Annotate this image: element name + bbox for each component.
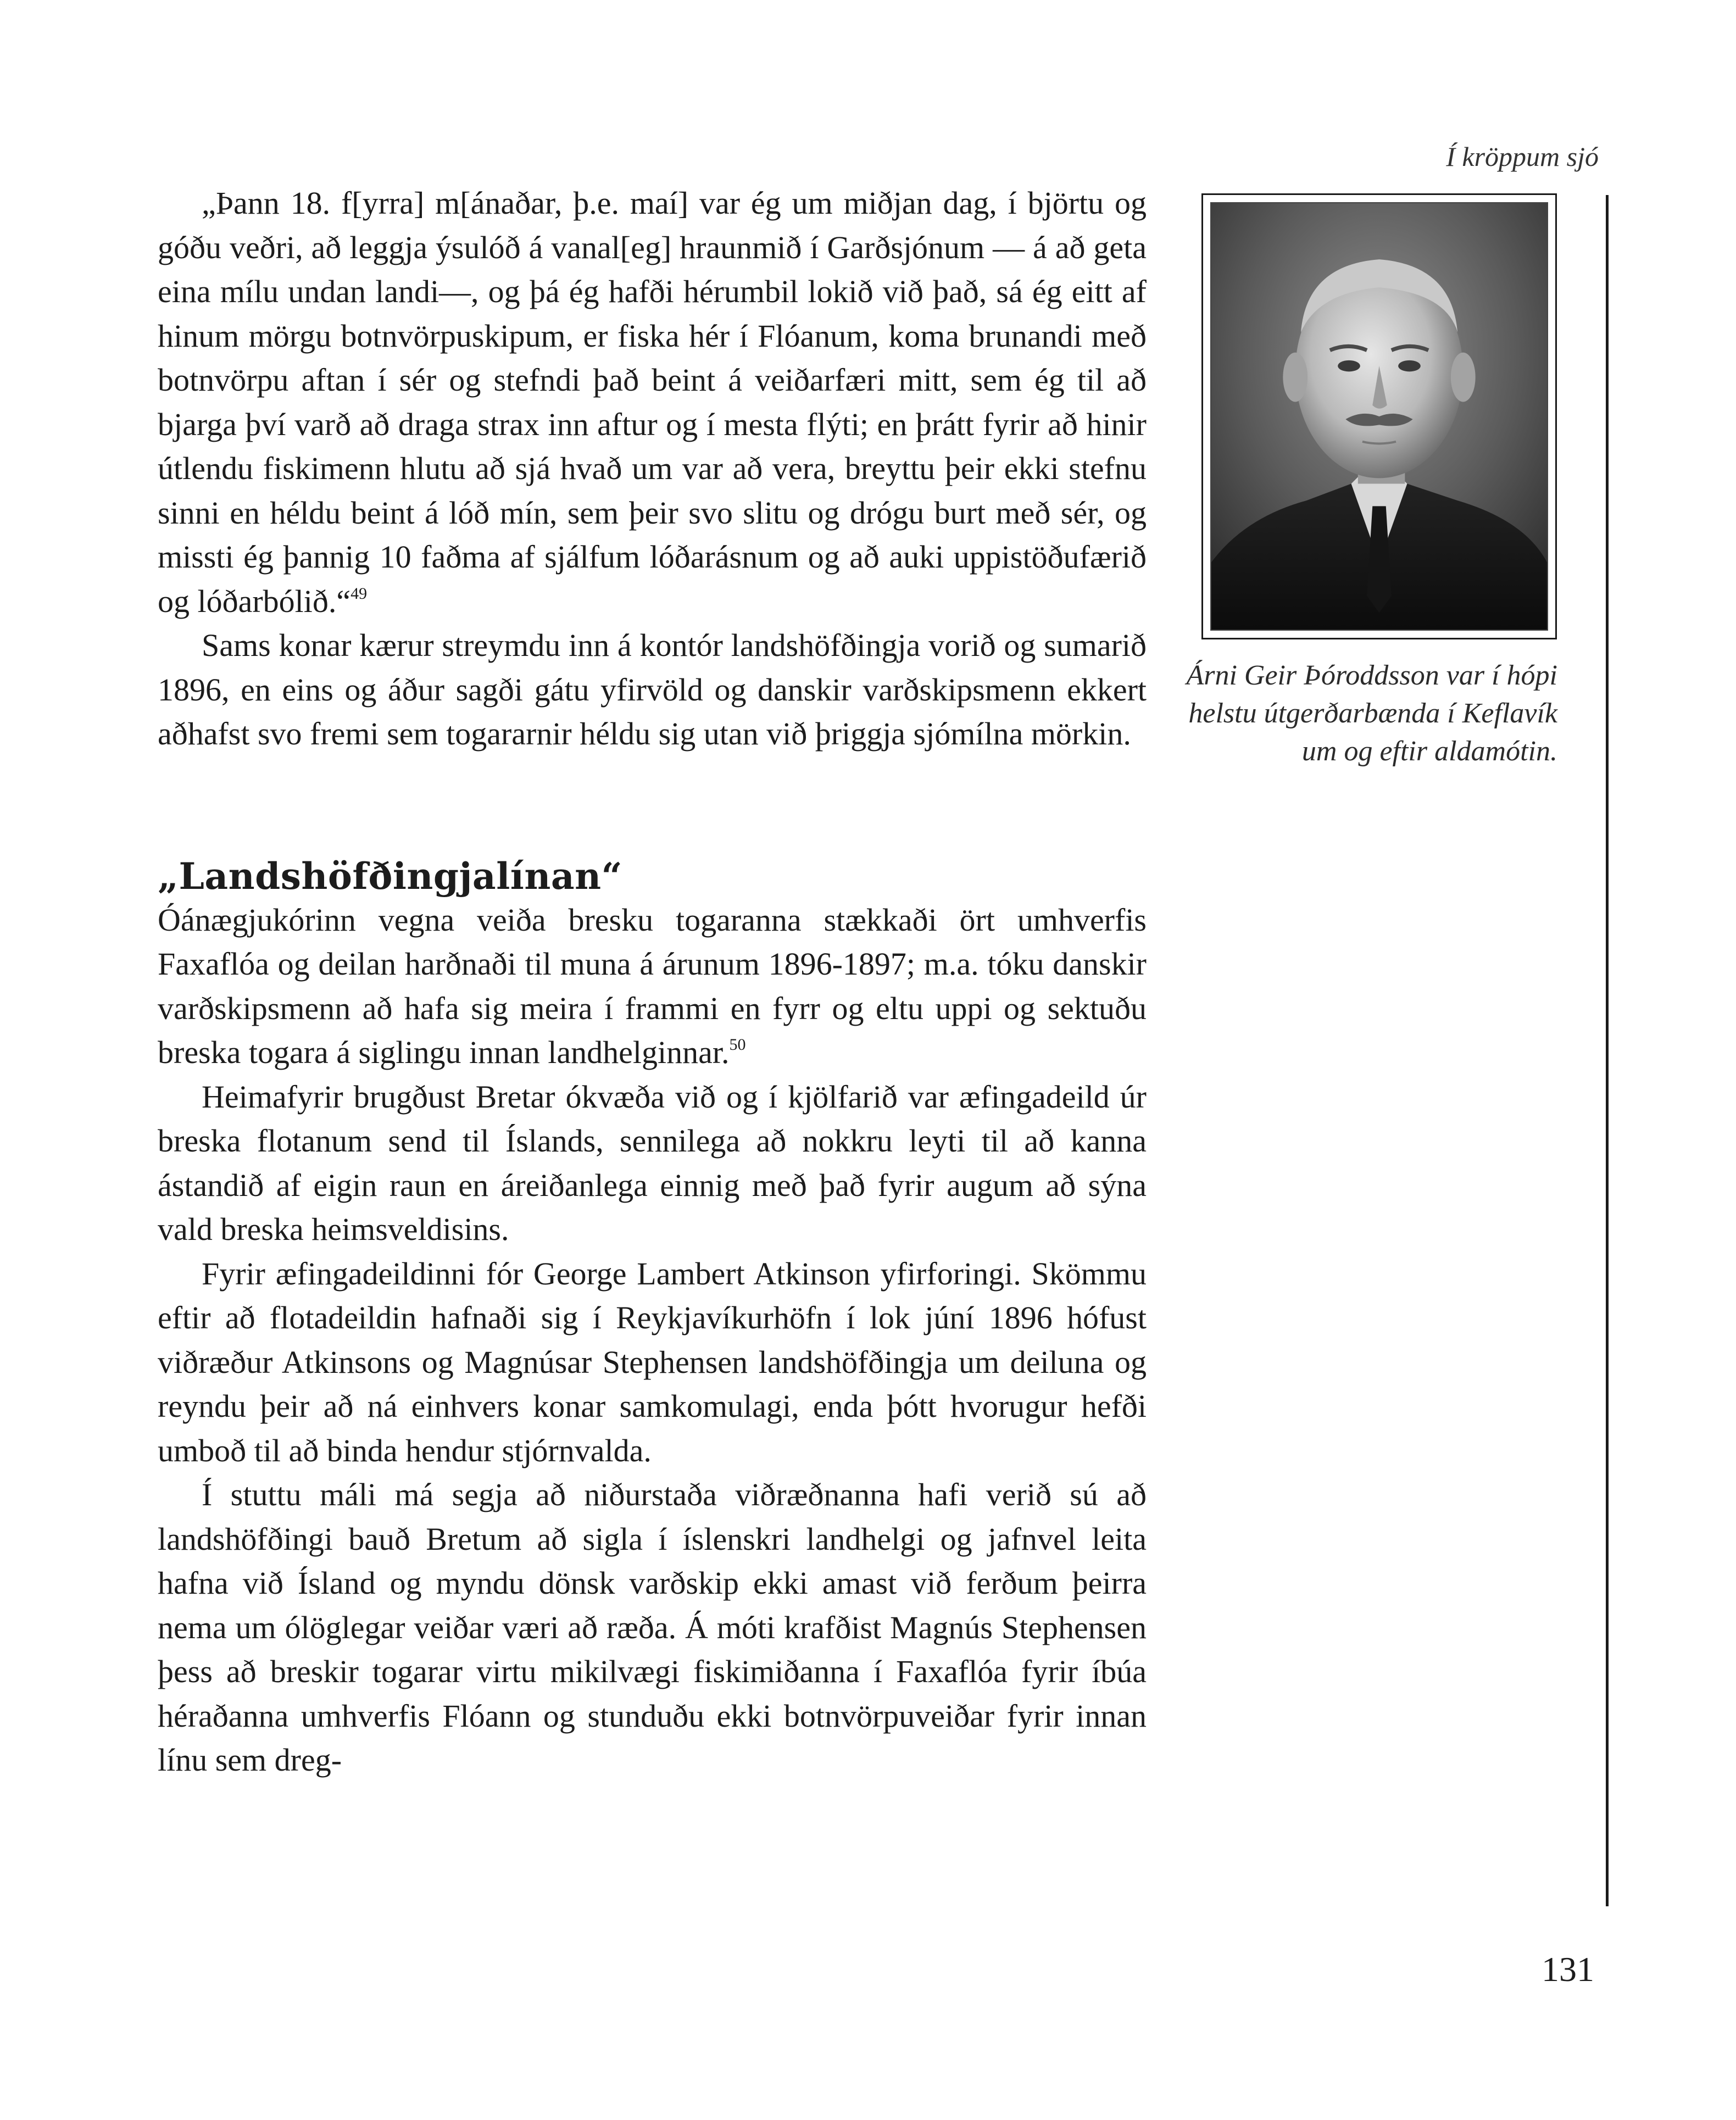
body-paragraph <box>158 898 1147 1075</box>
section-heading: „Landshöfðingjalínan“ <box>158 854 623 898</box>
main-text-column <box>158 181 1147 1783</box>
body-paragraph: Í stuttu máli má segja að niðurstaða viðræðnanna hafi verið sú að landshöfðingi bauð Bretum að sigla í íslenskri landhelgi og jafnvel leita hafna við Ísland og myndu dönsk varðskip ekki amast við ferðum þeirra nema um ólöglegar veiðar væri að ræða. Á móti krafðist Magnús Stephensen þess að breskir togarar virtu mikilvægi fiskimiðanna í Faxaflóa fyrir íbúa héraðanna umhverfis Flóann og stunduðu ekki botnvörpuveiðar fyrir innan línu sem dreg- <box>158 1477 1147 1778</box>
body-paragraph: Sams konar kærur streymdu inn á kontór landshöfðingja vorið og sumarið 1896, en eins og áður sagði gátu yfirvöld og danskir varðskipsmenn ekkert aðhafst svo fremi sem togararnir héldu sig utan við þriggja sjómílna mörkin. <box>158 627 1147 752</box>
body-paragraph: Fyrir æfingadeildinni fór George Lambert Atkinson yfirforingi. Skömmu eftir að flotadeildin hafnaði sig í Reykjavíkurhöfn í lok júní 1896 hófust viðræður Atkinsons og Magnúsar Stephensen landshöfðingja um deiluna og reyndu þeir að ná einhvers konar samkomulagi, enda þótt hvorugur hefði umboð til að binda hendur stjórnvalda. <box>158 1255 1147 1468</box>
quote-text: „Þann 18. f[yrra] m[ánaðar, þ.e. maí] var ég um miðjan dag, í björtu og góðu veðri, að leggja ýsulóð á vanal[eg] hraunmið í Garðsjónum — á að geta eina mílu undan landi—, og þá ég hafði hérumbil lokið við það, sá ég eitt af hinum mörgu botnvörpuskipum, er fiska hér í Flóanum, koma brunandi með botnvörpu aftan í sér og stefndi það beint á veiðarfæri mitt, sem ég til að bjarga því varð að draga strax inn aftur og í mesta flýti; en þrátt fyrir að hinir útlendu fiskimenn hlutu að sjá hvað um var að vera, breyttu þeir ekki stefnu sinni en héldu beint á lóð mín, sem þeir svo slitu og drógu burt með sér, og missti ég þannig 10 faðma af sjálfum lóðarásnum og að auki uppistöðufærið og lóðarbólið.“ <box>158 185 1147 619</box>
margin-rule <box>1606 195 1609 1906</box>
footnote-ref-50: 50 <box>729 1036 746 1054</box>
quote-paragraph <box>158 181 1147 624</box>
photo-caption: Árni Geir Þóroddsson var í hópi helstu útgerðarbænda í Keflavík um og eftir aldamótin. <box>1186 660 1557 767</box>
paragraph-text: Óánægjukórinn vegna veiða bresku togaranna stækkaði ört umhverfis Faxaflóa og deilan harðnaði til muna á árunum 1896-1897; m.a. tóku danskir varðskipsmenn að hafa sig meira í frammi en fyrr og eltu uppi og sektuðu breska togara á siglingu innan landhelginnar. <box>158 902 1147 1070</box>
footnote-ref-49: 49 <box>350 584 368 603</box>
page-number: 131 <box>1542 1950 1594 1989</box>
portrait-illustration <box>1211 203 1547 630</box>
portrait-photo <box>1201 193 1557 639</box>
portrait-image <box>1210 202 1548 631</box>
body-paragraph: Heimafyrir brugðust Bretar ókvæða við og í kjölfarið var æfingadeild úr breska flotanum send til Íslands, sennilega að nokkru leyti til að kanna ástandið af eigin raun en áreiðanlega einnig með það fyrir augum að sýna vald breska heimsveldisins. <box>158 1078 1147 1247</box>
running-head: Í kröppum sjó <box>1446 141 1599 172</box>
